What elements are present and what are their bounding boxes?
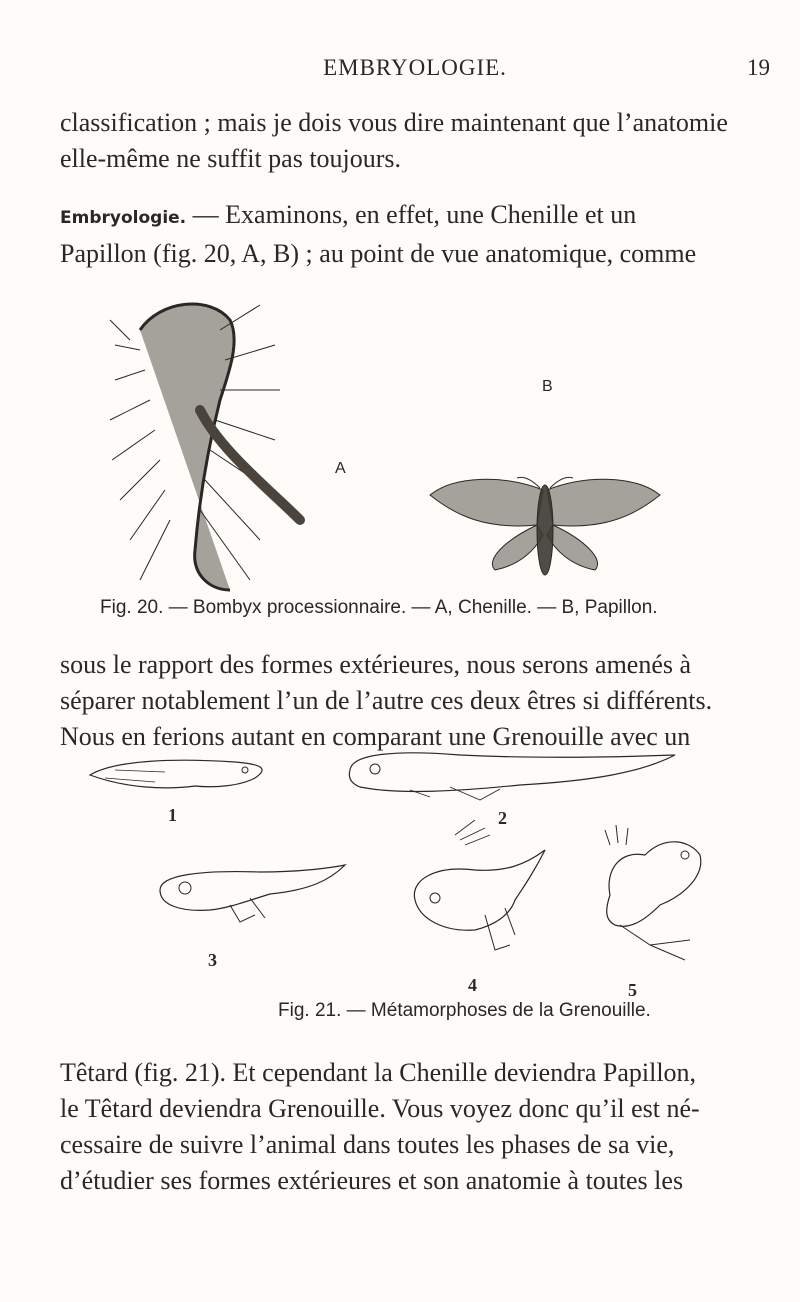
figure-21-label-4: 4 xyxy=(468,975,477,995)
page-header xyxy=(60,55,770,87)
text-line: sous le rapport des formes extérieures, nous serons amenés à xyxy=(60,650,692,679)
paragraph-3 xyxy=(60,647,780,755)
figure-21-label-3: 3 xyxy=(208,950,217,970)
figure-21-caption: Fig. 21. — Métamorphoses de la Grenouille. xyxy=(278,1000,651,1021)
text-fragment: — Examinons, en effet, une Chenille et un xyxy=(186,200,637,229)
moth-illustration xyxy=(425,470,665,585)
figure-21-label-2: 2 xyxy=(498,808,507,828)
tadpole-2-illustration xyxy=(340,745,680,805)
figure-label-b: B xyxy=(542,378,553,395)
tadpole-1-illustration xyxy=(85,750,275,800)
tadpole-3-illustration xyxy=(150,860,350,930)
text-line: cessaire de suivre l’animal dans toutes les phases de sa vie, xyxy=(60,1130,675,1159)
text-line: elle-même ne suffit pas toujours. xyxy=(60,144,402,173)
figure-21-label-1: 1 xyxy=(168,805,177,825)
section-lead: Embryologie. xyxy=(60,208,187,228)
text-line: classification ; mais je dois vous dire maintenant que l’anatomie xyxy=(60,108,728,137)
figure-20-caption: Fig. 20. — Bombyx processionnaire. — A, Chenille. — B, Papillon. xyxy=(100,597,658,618)
figure-21-label-5: 5 xyxy=(628,980,637,1000)
page-number: 19 xyxy=(747,55,770,80)
paragraph-1 xyxy=(60,105,780,177)
paragraph-2 xyxy=(60,197,780,272)
text-line: d’étudier ses formes extérieures et son anatomie à toutes les xyxy=(60,1166,684,1195)
text-line: Nous en ferions autant en comparant une Grenouille avec un xyxy=(60,722,691,751)
running-head: EMBRYOLOGIE. xyxy=(323,55,507,80)
text-line: le Têtard deviendra Grenouille. Vous voyez donc qu’il est né- xyxy=(60,1094,700,1123)
froglet-4-illustration xyxy=(395,820,555,960)
figure-label-a: A xyxy=(335,460,346,477)
text-line: Têtard (fig. 21). Et cependant la Chenille deviendra Papillon, xyxy=(60,1058,697,1087)
text-line: Papillon (fig. 20, A, B) ; au point de vue anatomique, comme xyxy=(60,239,697,268)
text-line xyxy=(60,197,780,236)
text-line: séparer notablement l’un de l’autre ces deux êtres si différents. xyxy=(60,686,713,715)
frog-5-illustration xyxy=(590,825,710,965)
paragraph-4 xyxy=(60,1055,780,1199)
caterpillar-illustration xyxy=(100,290,310,600)
